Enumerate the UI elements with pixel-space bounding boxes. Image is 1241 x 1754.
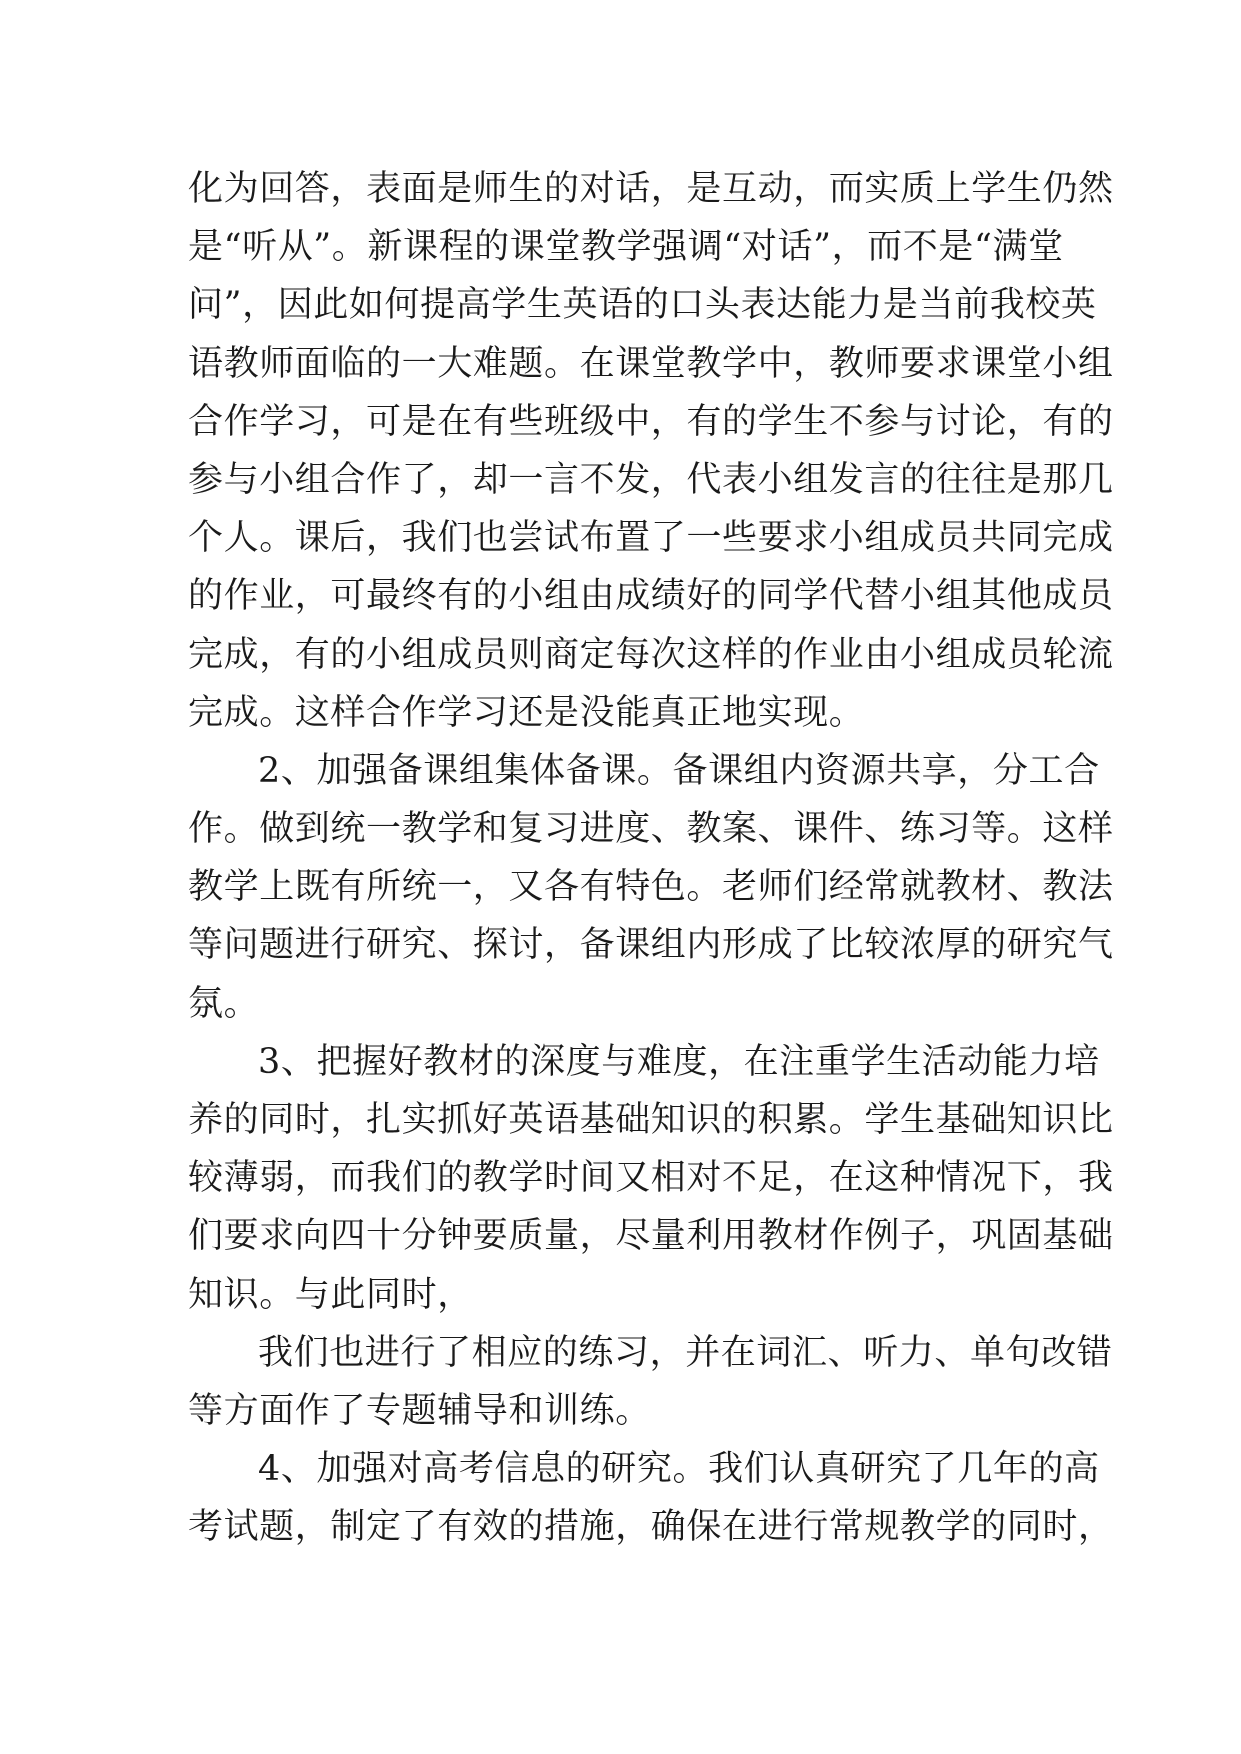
paragraph-start-line: 3、把握好教材的深度与难度，在注重学生活动能力培 bbox=[258, 1041, 1100, 1082]
text-line: 等方面作了专题辅导和训练。 bbox=[188, 1390, 651, 1431]
text-line: 语教师面临的一大难题。在课堂教学中，教师要求课堂小组 bbox=[188, 343, 1114, 384]
text-line: 参与小组合作了，却一言不发，代表小组发言的往往是那几 bbox=[188, 459, 1114, 500]
text-line: 完成，有的小组成员则商定每次这样的作业由小组成员轮流 bbox=[188, 634, 1114, 675]
text-line: 问”，因此如何提高学生英语的口头表达能力是当前我校英 bbox=[188, 285, 1097, 326]
text-line: 是“听从”。新课程的课堂教学强调“对话”，而不是“满堂 bbox=[188, 227, 1064, 268]
text-line: 的作业，可最终有的小组由成绩好的同学代替小组其他成员 bbox=[188, 576, 1114, 617]
text-line: 等问题进行研究、探讨，备课组内形成了比较浓厚的研究气 bbox=[188, 925, 1114, 966]
text-line: 合作学习，可是在有些班级中，有的学生不参与讨论，有的 bbox=[188, 401, 1114, 442]
text-line: 考试题，制定了有效的措施，确保在进行常规教学的同时， bbox=[188, 1507, 1114, 1548]
text-line: 氛。 bbox=[188, 983, 260, 1024]
text-line: 完成。这样合作学习还是没能真正地实现。 bbox=[188, 692, 865, 733]
text-line: 教学上既有所统一，又各有特色。老师们经常就教材、教法 bbox=[188, 867, 1114, 908]
text-line: 养的同时，扎实抓好英语基础知识的积累。学生基础知识比 bbox=[188, 1100, 1114, 1140]
paragraph-start-line: 我们也进行了相应的练习，并在词汇、听力、单句改错 bbox=[258, 1332, 1113, 1373]
body-text bbox=[188, 160, 1114, 1557]
text-line: 个人。课后，我们也尝试布置了一些要求小组成员共同完成 bbox=[188, 518, 1114, 559]
text-line: 们要求向四十分钟要质量，尽量利用教材作例子，巩固基础 bbox=[188, 1216, 1114, 1257]
text-line: 较薄弱，而我们的教学时间又相对不足，在这种情况下，我 bbox=[188, 1158, 1114, 1199]
paragraph-start-line: 2、加强备课组集体备课。备课组内资源共享，分工合 bbox=[258, 750, 1100, 791]
text-line: 化为回答，表面是师生的对话，是互动，而实质上学生仍然 bbox=[188, 169, 1114, 209]
text-line: 知识。与此同时， bbox=[188, 1274, 473, 1315]
paragraph-start-line: 4、加强对高考信息的研究。我们认真研究了几年的高 bbox=[258, 1449, 1100, 1490]
text-line: 作。做到统一教学和复习进度、教案、课件、练习等。这样 bbox=[188, 809, 1114, 850]
